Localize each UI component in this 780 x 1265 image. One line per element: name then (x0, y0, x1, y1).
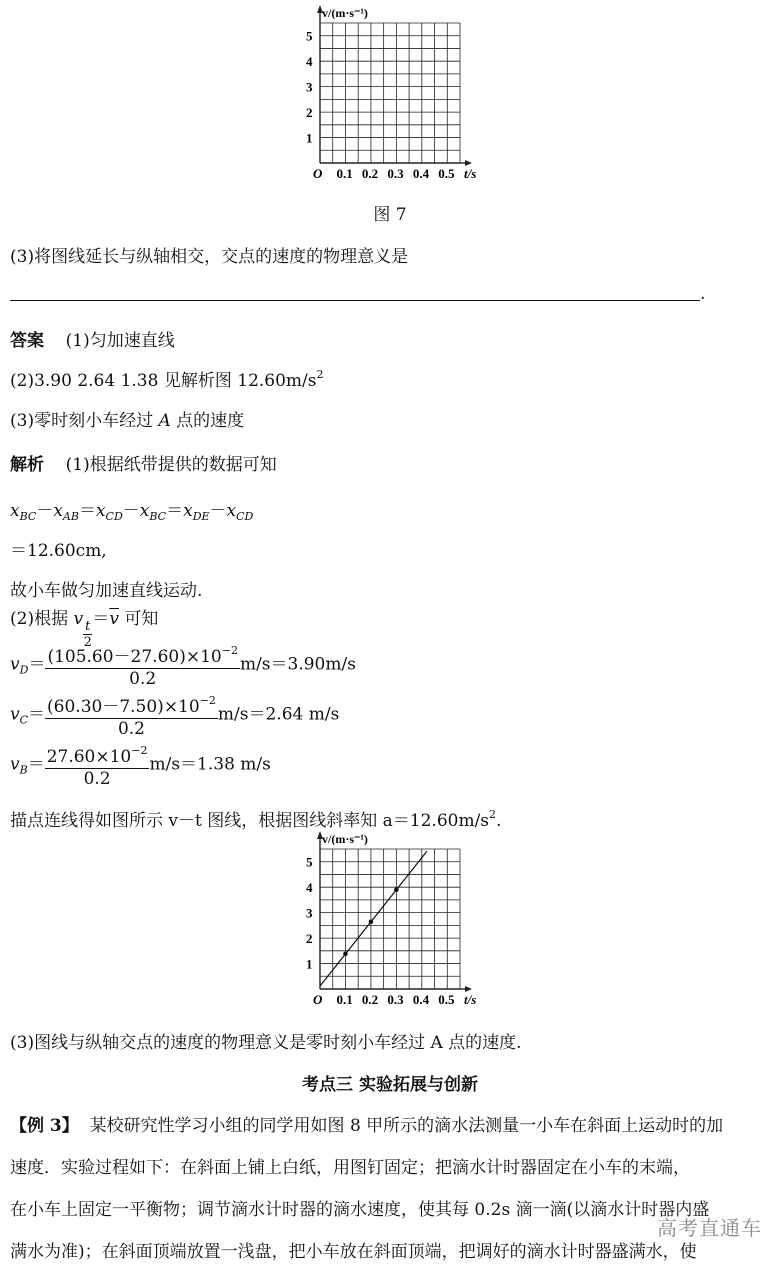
vb-result: m/s＝1.38 m/s (149, 754, 271, 775)
answer-2-sup: 2 (316, 368, 324, 381)
example-text-1: 某校研究性学习小组的同学用如图 8 甲所示的滴水法测量一小车在斜面上运动时的加 (89, 1116, 724, 1136)
fig7-x-label: t/s (464, 166, 477, 181)
fig7-y-label: v/(m·s⁻¹) (322, 6, 368, 20)
vt-x-tick: 0.4 (412, 992, 430, 1007)
plot-sup: 2 (489, 808, 497, 821)
fig7-y-tick: 1 (306, 130, 313, 146)
vb-numerator: 27.60×10 (46, 747, 132, 767)
vt-y-tick: 2 (306, 931, 313, 947)
vb-denominator: 0.2 (83, 769, 111, 789)
vt-y-tick: 4 (306, 880, 313, 896)
vd-denominator: 0.2 (129, 669, 157, 689)
displacement-equation: $x_{BC}-x_{AB}=x_{CD}-x_{BC}=x_{DE}-x_{CD}$ (10, 501, 254, 523)
vt-y-tick: 5 (306, 854, 313, 870)
answer-3-post: 点的速度 (170, 411, 245, 431)
analysis-p1: (1)根据纸带提供的数据可知 (65, 455, 277, 475)
fig7-origin: O (313, 166, 323, 181)
fig7-y-tick: 5 (306, 28, 313, 44)
analysis-line-1 (10, 450, 277, 475)
vd-equation: $v_D=$ $\frac{(105.60-27.60)\times 10^{-2}}{0.2}$ m/s＝3.90m/s (10, 640, 356, 690)
answer-1: (1)匀加速直线 (65, 331, 175, 351)
example-line-2: 速度．实验过程如下：在斜面上铺上白纸，用图钉固定；把滴水计时器固定在小车的末端， (10, 1158, 690, 1178)
vt-y-tick: 3 (306, 905, 313, 921)
example-line-3: 在小车上固定一平衡物；调节滴水计时器的滴水速度，使其每 0.2s 滴一滴(以滴水计时器内盛 (10, 1200, 710, 1220)
analysis-conclusion-1: 故小车做匀加速直线运动. (10, 581, 203, 601)
answer-line-2 (10, 366, 324, 391)
vt-x-label: t/s (464, 992, 477, 1007)
fig7-y-tick: 4 (306, 54, 313, 70)
figure-7-grid (300, 0, 500, 190)
analysis-label: 解析 (10, 455, 44, 475)
vt-grid-lines (317, 831, 472, 992)
fig7-x-tick: 0.5 (438, 166, 455, 181)
vt-y-label: v/(m·s⁻¹) (322, 832, 368, 846)
fig7-y-tick: 3 (306, 79, 313, 95)
fig7-x-tick: 0.2 (361, 166, 379, 181)
answer-line-1 (10, 326, 175, 351)
vt-y-tick: 1 (306, 956, 313, 972)
p2-pre: (2)根据 (10, 609, 74, 629)
analysis-p2: (2)根据 v $\frac{t}{2}$ $=\overline{v}$ 可知 (10, 609, 159, 650)
vd-result: m/s＝3.90m/s (239, 654, 356, 675)
vt-origin: O (313, 992, 323, 1007)
fig7-y-tick: 2 (306, 105, 313, 121)
example-line-1 (10, 1111, 723, 1136)
vt-data-point (369, 920, 374, 925)
vc-result: m/s＝2.64 m/s (217, 704, 340, 725)
question-3-prompt: (3)将图线延长与纵轴相交，交点的速度的物理意义是 (10, 247, 409, 267)
vt-data-point (343, 952, 348, 957)
answer-2: (2)3.90 2.64 1.38 见解析图 12.60m/s (10, 371, 317, 391)
analysis-p3: (3)图线与纵轴交点的速度的物理意义是零时刻小车经过 A 点的速度. (10, 1033, 522, 1053)
answer-3-pre: (3)零时刻小车经过 (10, 411, 159, 431)
vd-numerator: (105.60－27.60)×10 (47, 647, 222, 667)
vt-fit-line (320, 851, 427, 986)
answer-3-var: A (158, 411, 171, 431)
vt-x-tick: 0.3 (387, 992, 404, 1007)
vt-data-point (394, 887, 399, 892)
p2-post: 可知 (118, 609, 159, 629)
blank-end-period: . (700, 284, 706, 304)
equation-value: ＝12.60cm, (10, 541, 107, 561)
vc-equation: $v_C=$ $\frac{(60.30-7.50)\times 10^{-2}}{0.2}$ m/s＝2.64 m/s (10, 690, 339, 740)
vt-x-tick: 0.5 (438, 992, 455, 1007)
answer-blank (10, 300, 700, 301)
figure-7-caption: 图 7 (373, 205, 407, 225)
fig7-grid-lines (317, 5, 472, 166)
answer-label: 答案 (10, 331, 44, 351)
plot-end: . (496, 811, 502, 831)
vt-x-tick: 0.1 (336, 992, 353, 1007)
example-line-4: 满水为准)；在斜面顶端放置一浅盘，把小车放在斜面顶端，把调好的滴水计时器盛满水，使 (10, 1242, 697, 1262)
answer-line-3 (10, 406, 244, 431)
fig7-x-tick: 0.3 (387, 166, 404, 181)
fig7-x-tick: 0.1 (336, 166, 353, 181)
fig7-x-tick: 0.4 (412, 166, 430, 181)
vc-denominator: 0.2 (117, 719, 145, 739)
vb-equation: $v_B=$ $\frac{27.60\times 10^{-2}}{0.2}$ m/s＝1.38 m/s (10, 740, 271, 790)
example-label: 【例 3】 (10, 1116, 79, 1136)
section-title: 考点三 实验拓展与创新 (302, 1075, 478, 1095)
vt-x-tick: 0.2 (361, 992, 379, 1007)
vt-chart (300, 826, 500, 1016)
vc-numerator: (60.30－7.50)×10 (47, 697, 200, 717)
plot-text: 描点连线得如图所示 v－t 图线，根据图线斜率知 a＝12.60m/s (10, 811, 490, 831)
watermark: 高考直通车 (657, 1216, 762, 1240)
